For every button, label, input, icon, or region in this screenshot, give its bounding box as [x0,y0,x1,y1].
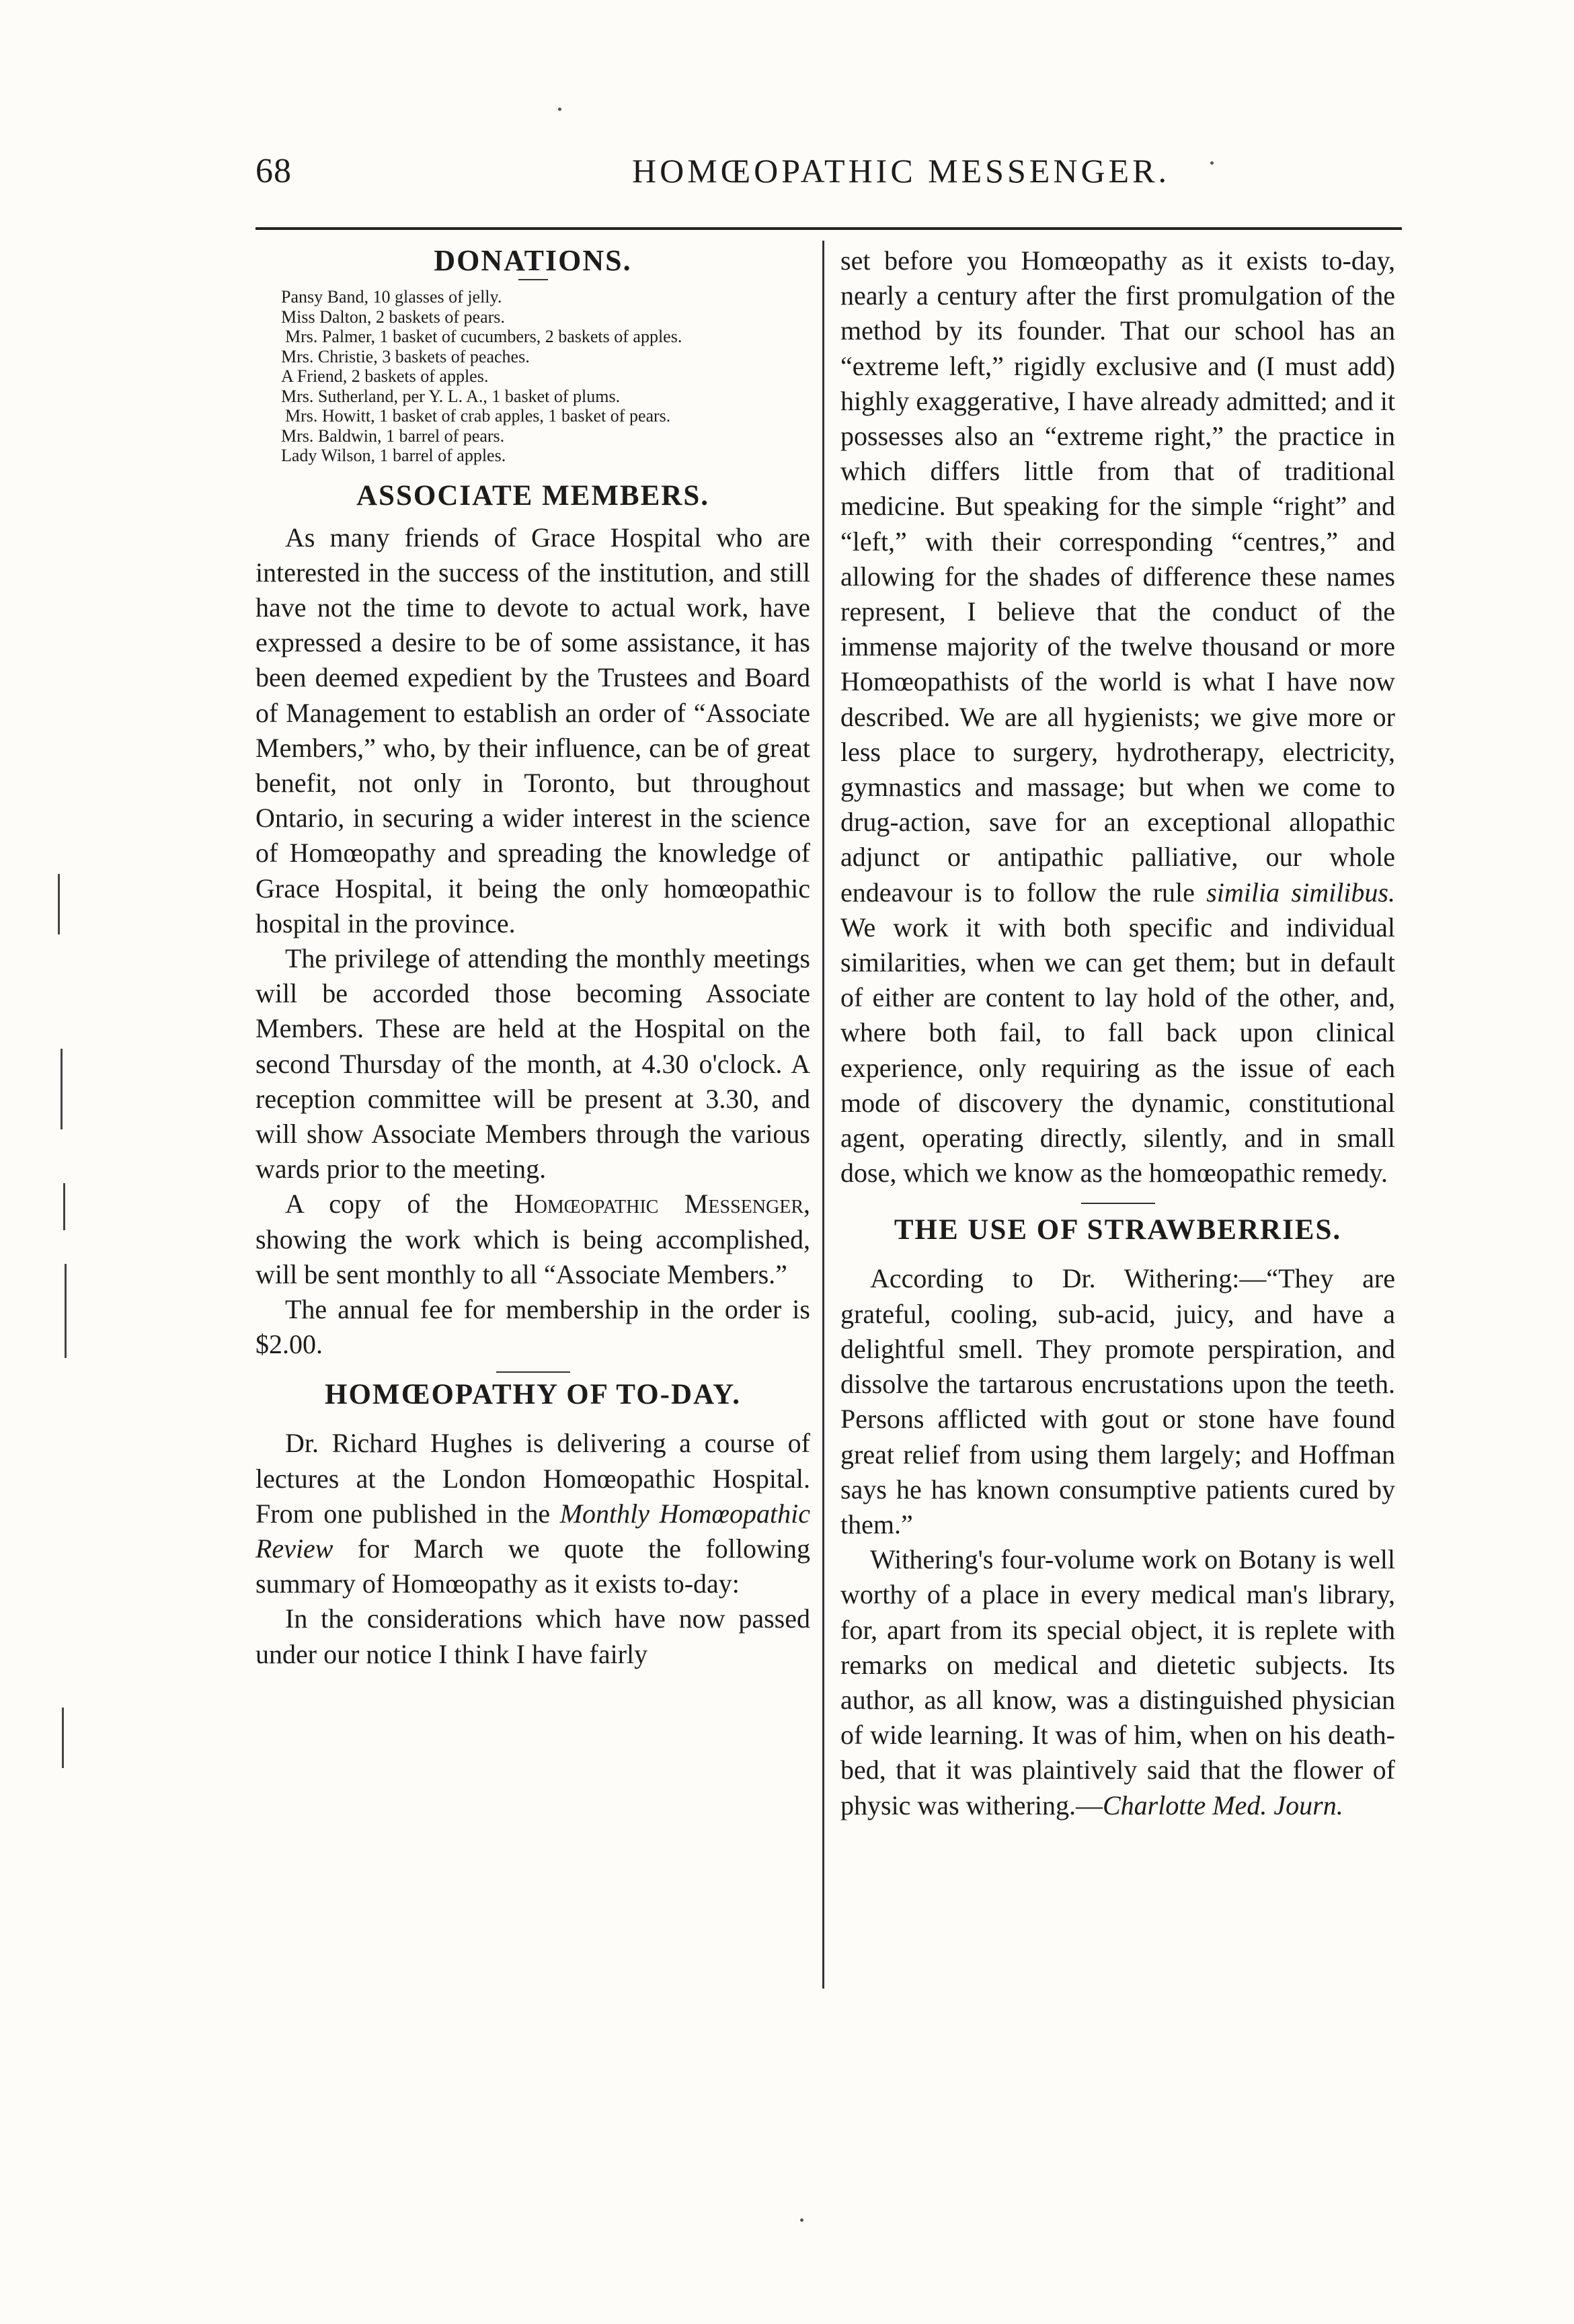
article-paragraph [840,1542,1395,1823]
text-run: Dr. Richard Hughes is delivering a course of lectures at the London Homœopathic Hospital. From one published in the [255,1428,810,1529]
donation-item: Mrs. Baldwin, 1 barrel of pears. [281,426,505,446]
donations-section [255,243,810,466]
article-paragraph [255,1187,810,1292]
scan-mark [61,1049,63,1129]
column-divider [822,241,824,1989]
article-continuation [840,243,1395,1191]
section-title-homoeopathy-today: HOMŒOPATHY OF TO-DAY. [325,1379,741,1411]
running-head: HOMŒOPATHIC MESSENGER. [632,152,1170,190]
text-run: for March we quote the following summary of Homœopathy as it exists to-day: [255,1533,810,1599]
scan-mark [65,1264,67,1358]
scan-speck [1210,161,1214,165]
left-column [255,243,810,1672]
article-paragraph: The annual fee for membership in the order is $2.00. [255,1293,810,1360]
homoeopathy-today-section [255,1378,810,1671]
journal-name: Homœopathic Messenger [514,1189,804,1219]
article-paragraph: According to Dr. Withering:—“They are grateful, cooling, sub-acid, juicy, and have a delightful smell. They promote perspiration, and dissolve the tartarous encrustations upon the teeth. Persons afflicted with gout or stone have found great relief from using them largely; and Hoffman says he has known consumptive patients cured by them.” [840,1263,1395,1539]
citation: Charlotte Med. Journ. [1102,1790,1343,1820]
article-paragraph: The privilege of attending the monthly meetings will be accorded those becoming Associate Members. These are held at the Hospital on the second Thursday of the month, at 4.30 o'clock. A reception committee will be present at 3.30, and will show Associate Members through the various wards prior to the meeting. [255,943,810,1185]
page-header [255,151,1399,205]
donation-item: Mrs. Sutherland, per Y. L. A., 1 basket of plums. [281,386,621,406]
donation-item: Pansy Band, 10 glasses of jelly. [281,287,502,307]
text-run: , showing the work which is being accomplished, will be sent monthly to all “Associate Members.” [255,1189,811,1289]
title-rule [518,279,548,280]
donation-item: A Friend, 2 baskets of apples. [281,366,489,386]
text-run: We work it with both specific and individual similarities, when we can get them; but in default of either are content to lay hold of the other, and, where both fail, to fall back upon clinical experience, only requiring as the issue of each mode of discovery the dynamic, constitutional agent, operating directly, silently, and in small dose, which we know as the homœopathic remedy. [840,912,1395,1189]
latin-phrase: similia similibus. [1206,877,1395,908]
header-rule [255,227,1402,230]
donation-item: Lady Wilson, 1 barrel of apples. [281,446,506,465]
scan-mark [58,874,60,934]
scan-mark [62,1708,64,1768]
text-run: A copy of the [285,1189,514,1219]
associate-members-section [255,479,810,1363]
article-paragraph [255,1426,810,1601]
donation-item: Mrs. Howitt, 1 basket of crab apples, 1 basket of pears. [285,406,671,426]
article-paragraph: In the considerations which have now passed under our notice I think I have fairly [255,1603,810,1669]
section-rule [1081,1203,1155,1204]
scan-mark [63,1183,65,1230]
scan-speck [800,2218,803,2222]
section-rule [496,1371,570,1373]
strawberries-section [840,1213,1395,1822]
journal-title: Monthly Homœopathic Review [255,1498,811,1564]
page-number: 68 [255,152,292,190]
donation-item: Miss Dalton, 2 baskets of pears. [281,307,505,327]
donation-item: Mrs. Palmer, 1 basket of cucumbers, 2 baskets of apples. [285,327,682,346]
section-title-donations: DONATIONS. [434,244,632,277]
article-paragraph: As many friends of Grace Hospital who are interested in the success of the institution, and still have not the time to devote to actual work, have expressed a desire to be of some assistance, it has been deemed expedient by the Trustees and Board of Management to establish an order of “Associate Members,” who, by their influence, can be of great benefit, not only in Toronto, but throughout Ontario, in securing a wider interest in the science of Homœopathy and spreading the knowledge of Grace Hospital, it being the only homœopathic hospital in the province. [255,522,810,938]
donation-item: Mrs. Christie, 3 baskets of peaches. [281,346,530,366]
scan-speck [558,108,561,111]
text-run: set before you Homœopathy as it exists to-day, nearly a century after the first promulgation of the method by its founder. That our school has an “extreme left,” rigidly exclusive and (I must add) highly exaggerative, I have already admitted; and it possesses also an “extreme right,” the practice in which differs little from that of traditional medicine. But speaking for the simple “right” and “left,” with their corresponding “centres,” and allowing for the shades of difference these names represent, I believe that the conduct of the immense majority of the twelve thousand or more Homœopathists of the world is what I have now described. We are all hygienists; we give more or less place to surgery, hydrotherapy, electricity, gymnastics and massage; but when we come to drug-action, save for an exceptional allopathic adjunct or antipathic palliative, our whole endeavour is to follow the rule [840,245,1395,908]
text-run: Withering's four-volume work on Botany is well worthy of a place in every medical man's library, for, apart from its special object, it is replete with remarks on medical and dietetic subjects. Its author, as all know, was a distinguished physician of wide learning. It was of him, when on his death-bed, that it was plaintively said that the flower of physic was withering.— [840,1544,1395,1820]
section-title-associate-members: ASSOCIATE MEMBERS. [356,479,710,512]
section-title-strawberries: THE USE OF STRAWBERRIES. [894,1214,1342,1246]
donations-list [255,287,810,466]
right-column [840,243,1395,1823]
